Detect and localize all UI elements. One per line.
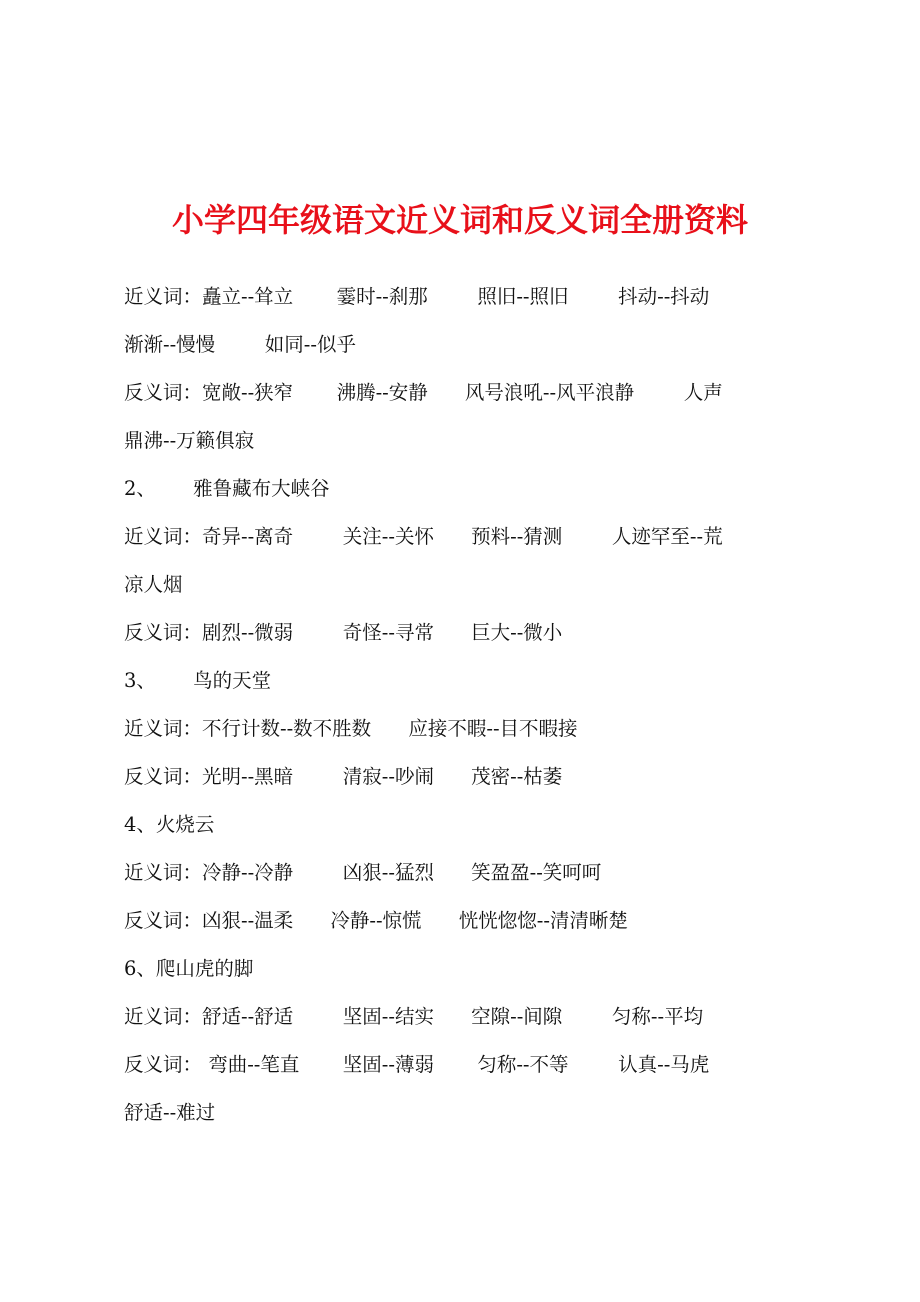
text-line: 渐渐--慢慢 如同--似乎 [124, 333, 356, 356]
text-line: 反义词： 弯曲--笔直 坚固--薄弱 匀称--不等 认真--马虎 [124, 1053, 710, 1076]
text-line: 反义词：宽敞--狭窄 沸腾--安静 风号浪吼--风平浪静 人声 [124, 381, 723, 404]
text-line: 近义词：冷静--冷静 凶狠--猛烈 笑盈盈--笑呵呵 [124, 861, 602, 884]
text-line: 近义词：矗立--耸立 霎时--刹那 照旧--照旧 抖动--抖动 [124, 285, 710, 308]
section-heading: 2、 雅鲁藏布大峡谷 [124, 477, 330, 500]
text-line: 凉人烟 [124, 573, 183, 596]
section-heading: 3、 鸟的天堂 [124, 669, 272, 692]
text-line: 近义词：舒适--舒适 坚固--结实 空隙--间隙 匀称--平均 [124, 1005, 704, 1028]
section-heading: 4、火烧云 [124, 813, 215, 836]
text-line: 近义词：不行计数--数不胜数 应接不暇--目不暇接 [124, 717, 578, 740]
document-title: 小学四年级语文近义词和反义词全册资料 [171, 201, 748, 239]
text-line: 近义词：奇异--离奇 关注--关怀 预料--猜测 人迹罕至--荒 [124, 525, 723, 548]
text-line: 反义词：光明--黑暗 清寂--吵闹 茂密--枯萎 [124, 765, 563, 788]
text-line: 鼎沸--万籁俱寂 [124, 429, 255, 452]
text-line: 舒适--难过 [124, 1101, 216, 1124]
text-line: 反义词：凶狠--温柔 冷静--惊慌 恍恍惚惚--清清晰楚 [124, 909, 628, 932]
section-heading: 6、爬山虎的脚 [124, 957, 254, 980]
text-line: 反义词：剧烈--微弱 奇怪--寻常 巨大--微小 [124, 621, 563, 644]
